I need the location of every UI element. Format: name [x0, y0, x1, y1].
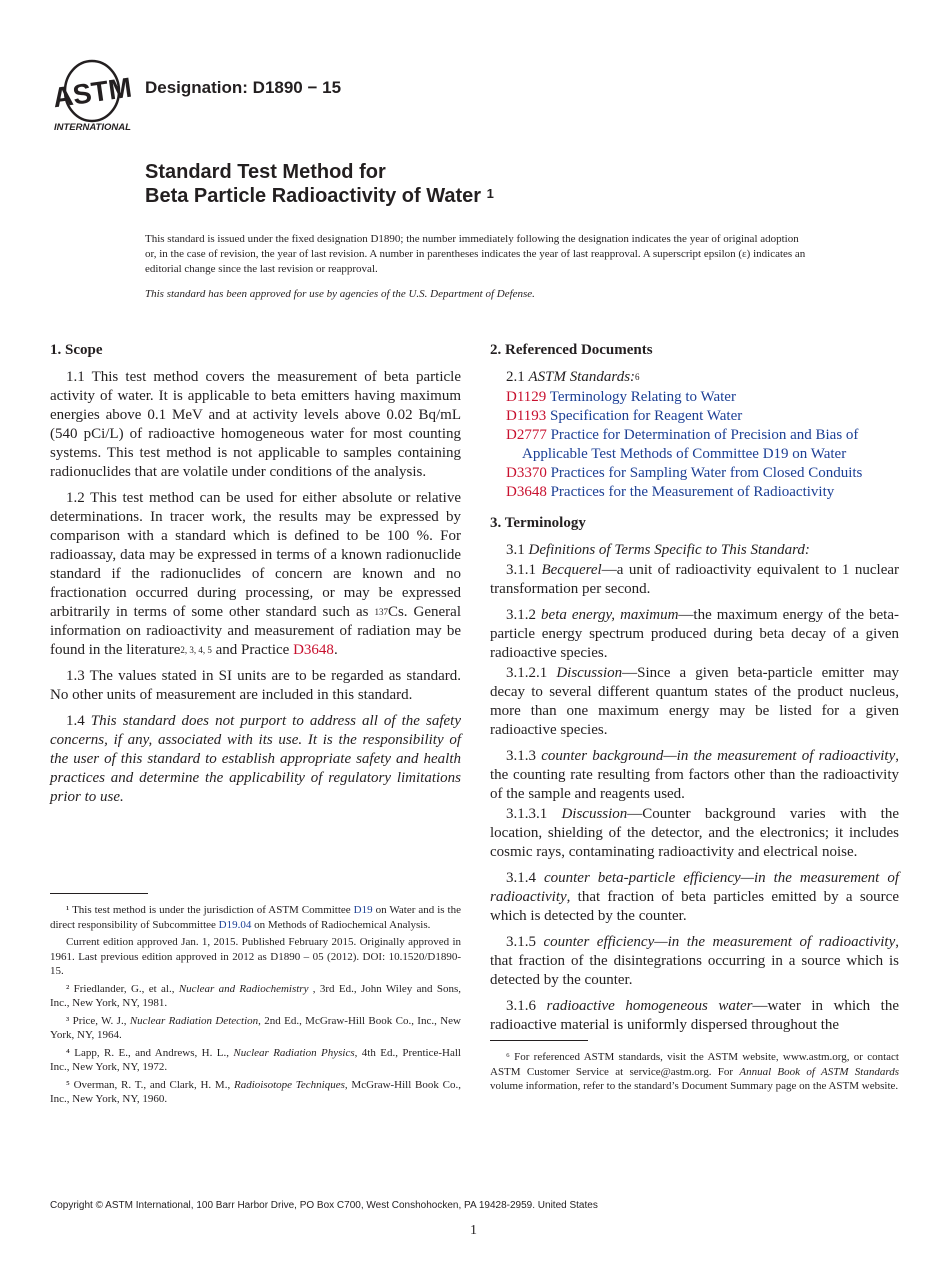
terminology-heading: 3. Terminology	[490, 515, 586, 531]
footnote-5: ⁵ Overman, R. T., and Clark, H. M., Radioisotope Techniques, McGraw-Hill Book Co., Inc., New York, NY, 1960.	[50, 1078, 461, 1105]
footnotes-left	[50, 903, 461, 1110]
document-title	[145, 160, 494, 208]
reference-item[interactable]	[506, 407, 899, 426]
term-3-1-3-1: 3.1.3.1 Discussion—Counter background varies with the location, shielding of the detector, and the electronics; it includes cosmic rays, contaminating radioactivity and electrical noise.	[490, 806, 900, 860]
reference-title[interactable]: Terminology Relating to Water	[549, 389, 736, 405]
link-d19[interactable]: D19	[353, 904, 373, 916]
term-3-1-3: 3.1.3 counter background—in the measurement of radioactivity, the counting rate resulting from factors other than the radioactivity of the sample and reagents used.	[490, 748, 899, 802]
reference-title[interactable]: Practice for Determination of Precision and Bias of Applicable Test Methods of Committee D19 on Water	[522, 427, 859, 462]
reference-title[interactable]: Specification for Reagent Water	[550, 408, 743, 424]
footnote-3: ³ Price, W. J., Nuclear Radiation Detection, 2nd Ed., McGraw-Hill Book Co., Inc., New York, NY, 1964.	[50, 1014, 461, 1041]
term-3-1-5: 3.1.5 counter efficiency—in the measurement of radioactivity, that fraction of the disintegrations occurring in a source which is detected by the counter.	[490, 934, 899, 988]
footnote-rule-right	[490, 1040, 588, 1041]
reference-title[interactable]: Practices for Sampling Water from Closed Conduits	[550, 465, 863, 481]
footnote-1: ¹ This test method is under the jurisdiction of ASTM Committee D19 on Water and is the direct responsibility of Subcommittee D19.04 on Methods of Radiochemical Analysis.	[50, 904, 461, 931]
scope-1-1: 1.1 This test method covers the measurement of beta particle activity of water. It is applicable to beta emitters having maximum energies above 0.1 MeV and at activity levels above 0.02 Bq/mL (540 pCi/L) of radioactive homogeneous water for most counting systems. This test method is not applicable to samples containing radionuclides that are volatile under conditions of the analysis.	[50, 369, 461, 480]
footnotes-right	[490, 1050, 899, 1097]
scope-1-3: 1.3 The values stated in SI units are to be regarded as standard. No other units of measurement are included in this standard.	[50, 668, 461, 703]
scope-heading: 1. Scope	[50, 342, 103, 358]
reference-code[interactable]: D2777	[506, 427, 547, 443]
reference-item[interactable]	[506, 388, 899, 407]
scope-1-4: 1.4 This standard does not purport to address all of the safety concerns, if any, associated with its use. It is the responsibility of the user of this standard to establish appropriate safety and health practices and determine the applicability of regulatory limitations prior to use.	[50, 713, 461, 805]
term-3-1-4: 3.1.4 counter beta-particle efficiency—in the measurement of radioactivity, that fraction of beta particles emitted by a source which is detected by the counter.	[490, 870, 899, 924]
reference-item[interactable]	[506, 464, 899, 483]
page-number: 1	[470, 1223, 477, 1238]
footnote-4: ⁴ Lapp, R. E., and Andrews, H. L., Nuclear Radiation Physics, 4th Ed., Prentice-Hall Inc., New York, NY, 1972.	[50, 1046, 461, 1073]
term-3-1: 3.1 Definitions of Terms Specific to This Standard:	[506, 542, 810, 558]
title-line-1: Standard Test Method for	[145, 161, 386, 183]
footnote-2: ² Friedlander, G., et al., Nuclear and Radiochemistry , 3rd Ed., John Wiley and Sons, Inc., New York, NY, 1981.	[50, 982, 461, 1009]
right-column	[490, 341, 899, 1042]
scope-1-2: 1.2 This test method can be used for either absolute or relative determinations. In tracer work, the results may be expressed by comparison with a standard which is defined to be 100 %. For radioassay, data may be expressed in terms of a known radionuclide standard if the radionuclides of concern are known and no fractionation occurred during processing, or may be expressed arbitrarily in terms of some other standard such as $^{137}$Cs. General information on radioactivity and measurement of radiation may be found in the literature$^{2, 3, 4, 5}$ and Practice D3648.	[50, 490, 461, 658]
issued-note: This standard is issued under the fixed designation D1890; the number immediately following the designation indicates the year of original adoption or, in the case of revision, the year of last revision. A number in parentheses indicates the year of last reapproval. A superscript epsilon (ε) indicates an editorial change since the last revision or reapproval.	[145, 233, 806, 275]
term-3-1-1: 3.1.1 Becquerel—a unit of radioactivity equivalent to 1 nuclear transformation per second.	[490, 562, 900, 597]
reference-item[interactable]	[506, 426, 899, 464]
reference-list	[490, 388, 899, 502]
reference-code[interactable]: D1193	[506, 408, 547, 424]
reference-title[interactable]: Practices for the Measurement of Radioactivity	[550, 484, 835, 500]
logo-letters: ASTM	[52, 71, 134, 114]
dod-note: This standard has been approved for use by agencies of the U.S. Department of Defense.	[145, 288, 535, 300]
isotope-mass: 137	[374, 607, 388, 617]
footnote-1-edition: Current edition approved Jan. 1, 2015. Published February 2015. Originally approved in 1961. Last previous edition approved in 2012 as D1890 – 05 (2012). DOI: 10.1520/D1890-15.	[50, 936, 461, 977]
astm-logo-graphic	[52, 58, 136, 134]
footnote-rule-left	[50, 893, 148, 894]
astm-logo	[52, 58, 136, 134]
title-text: Beta Particle Radioactivity of Water	[145, 185, 482, 207]
reference-code[interactable]: D3370	[506, 465, 547, 481]
literature-refs: 2, 3, 4, 5	[180, 645, 212, 655]
astm-standards-label: 2.1 ASTM Standards:$^6$	[506, 369, 640, 385]
reference-code[interactable]: D3648	[506, 484, 547, 500]
copyright: Copyright © ASTM International, 100 Barr Harbor Drive, PO Box C700, West Conshohocken, PA 19428-2959. United States	[50, 1200, 598, 1211]
title-line-2	[145, 184, 494, 208]
intro-block	[145, 232, 808, 309]
logo-subtext: INTERNATIONAL	[54, 122, 131, 133]
term-3-1-2: 3.1.2 beta energy, maximum—the maximum energy of the beta-particle energy spectrum produced during beta decay of a given radioactive species.	[490, 607, 900, 661]
link-d3648[interactable]: D3648	[293, 642, 334, 658]
title-footnote-mark: 1	[486, 186, 494, 201]
term-3-1-6: 3.1.6 radioactive homogeneous water—water in which the radioactive material is uniformly dispersed throughout the	[490, 998, 900, 1033]
reference-code[interactable]: D1129	[506, 389, 547, 405]
left-column	[50, 341, 461, 814]
term-3-1-2-1: 3.1.2.1 Discussion—Since a given beta-particle emitter may decay to several different quantum states of the product nucleus, more than one maximum energy may be listed for a given radioactive species.	[490, 665, 900, 738]
designation: Designation: D1890 − 15	[145, 78, 342, 97]
reference-item[interactable]	[506, 483, 899, 502]
link-d19-04[interactable]: D19.04	[218, 918, 252, 931]
footnote-6: ⁶ For referenced ASTM standards, visit the ASTM website, www.astm.org, or contact ASTM Customer Service at service@astm.org. For Annual Book of ASTM Standards volume information, refer to the standard’s Document Summary page on the ASTM website.	[490, 1051, 899, 1092]
references-heading: 2. Referenced Documents	[490, 342, 653, 358]
